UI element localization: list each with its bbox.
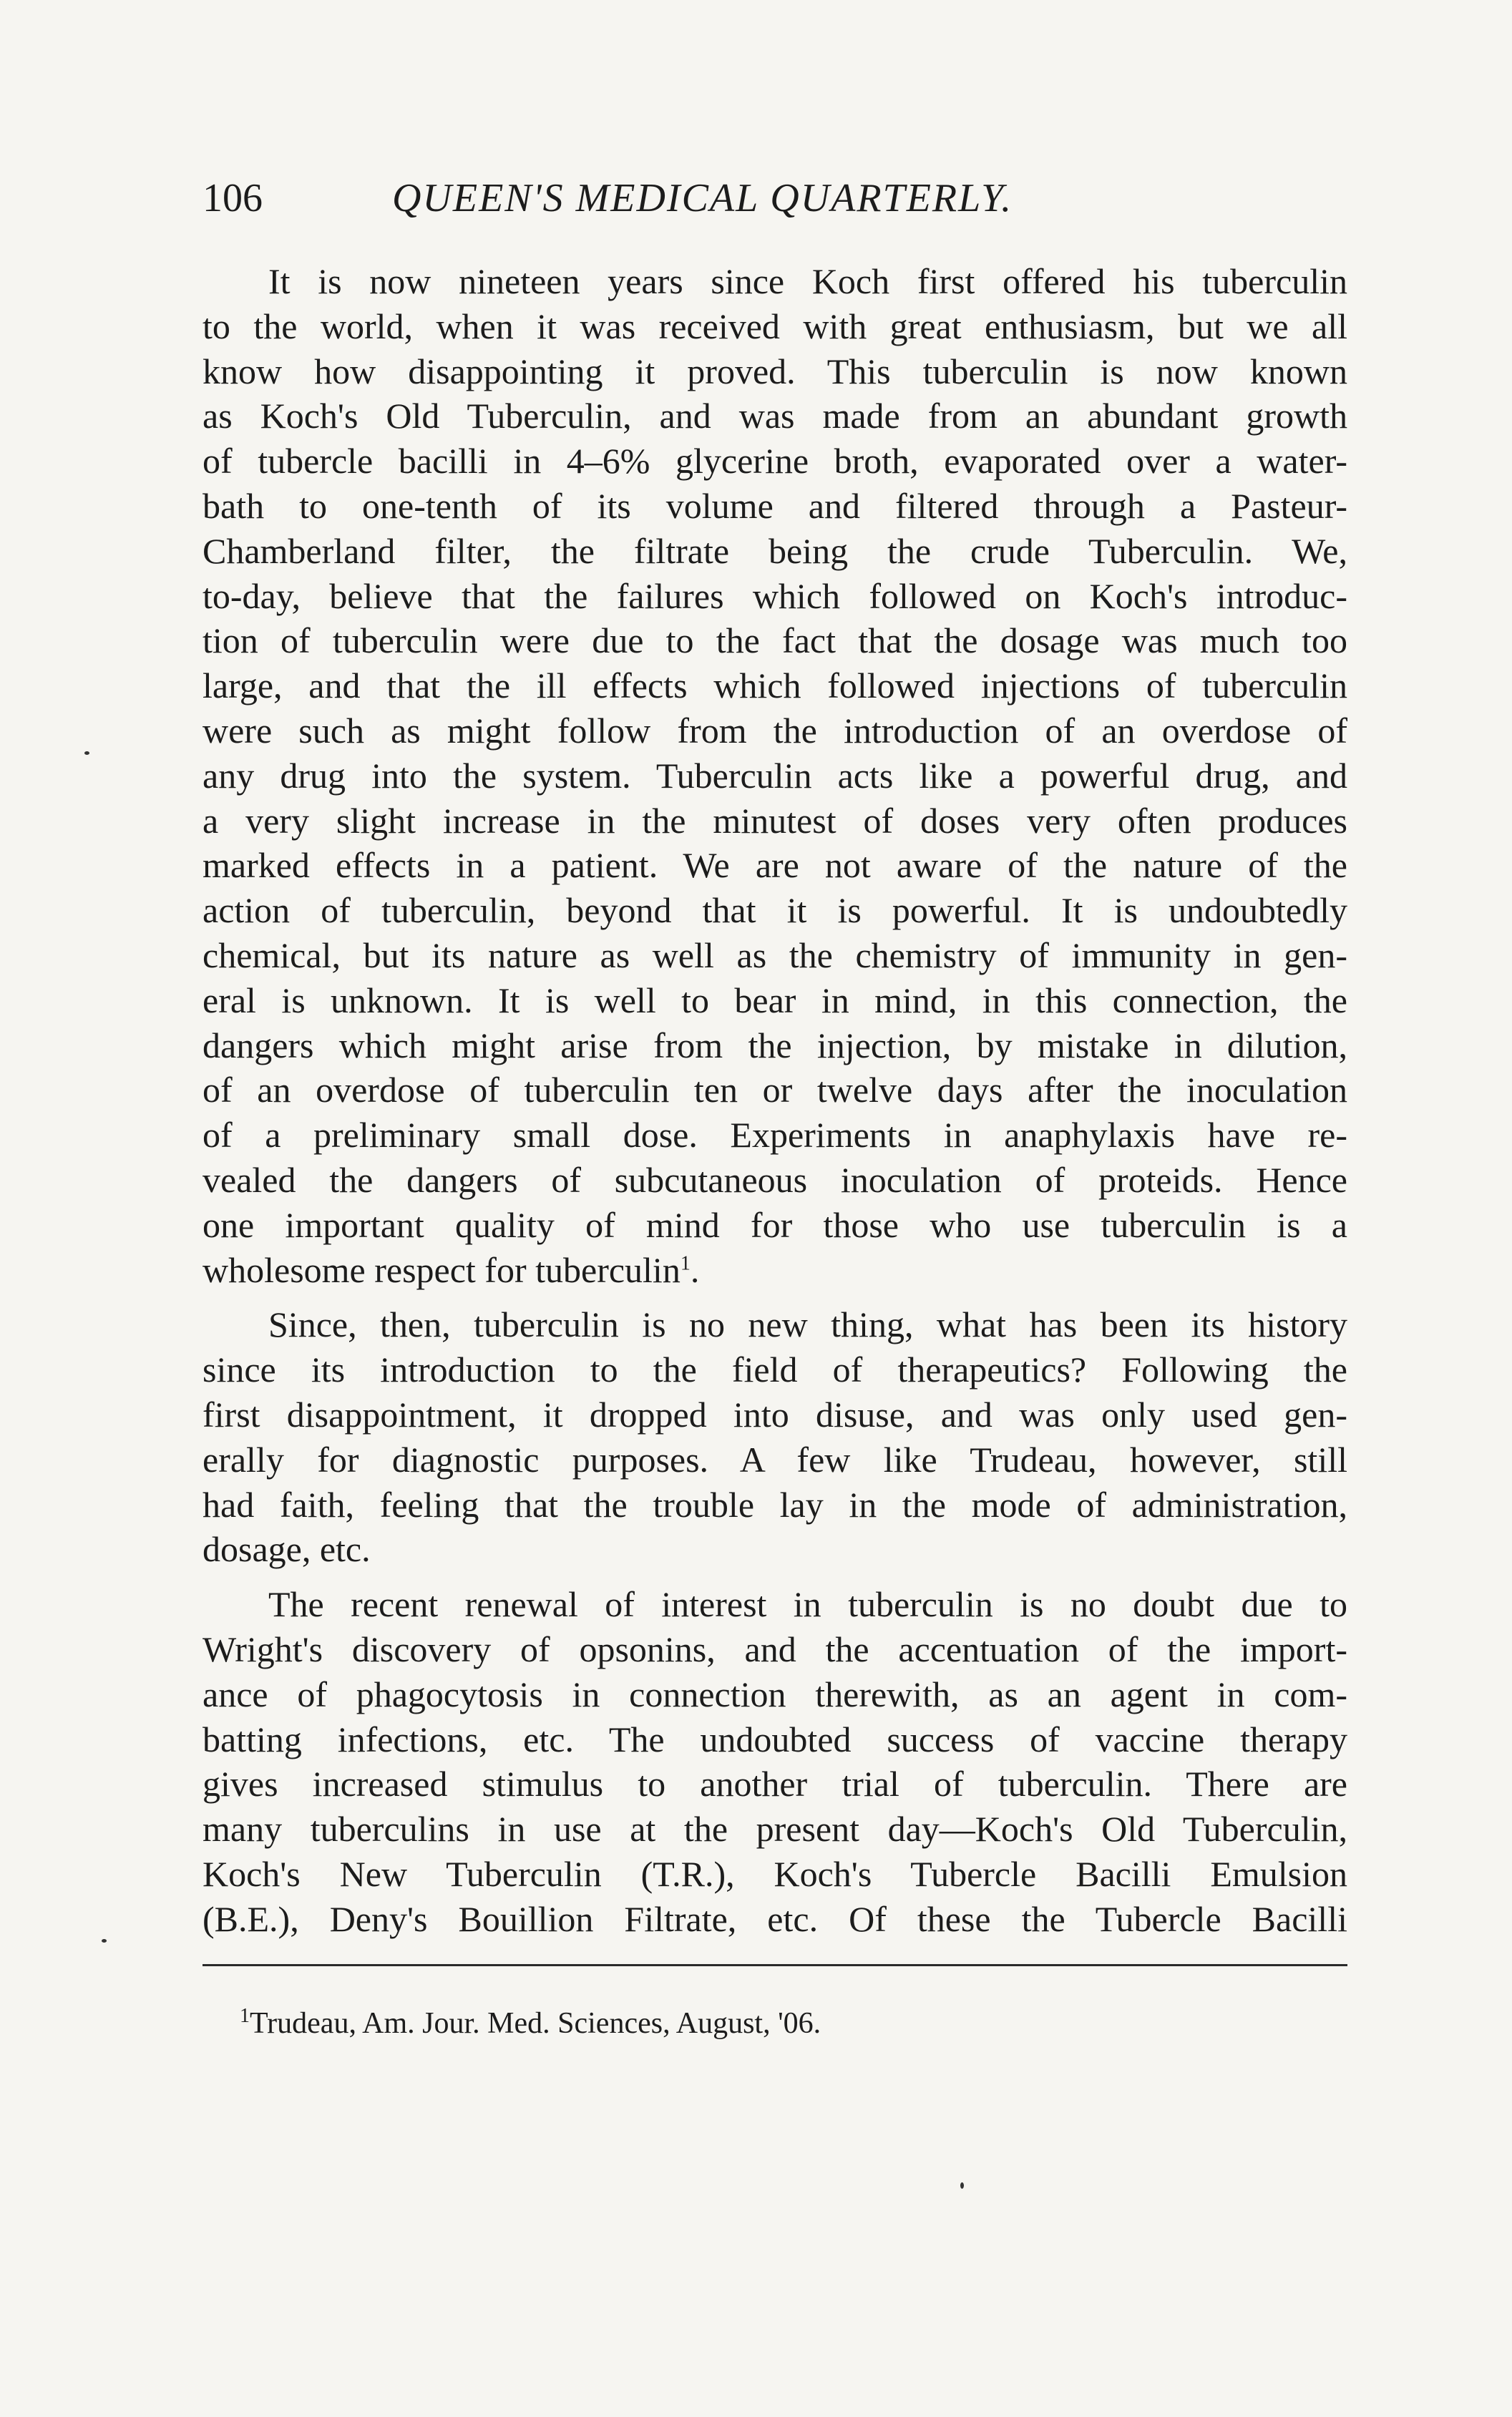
text-line: first disappointment, it dropped into disuse, and was only used gen-: [203, 1394, 1347, 1435]
text-line: dosage, etc.: [203, 1529, 371, 1570]
paragraph: [203, 1302, 1347, 1572]
text-line: dangers which might arise from the injection, by mistake in dilution,: [203, 1025, 1347, 1065]
text-line: The recent renewal of interest in tuberculin is no doubt due to: [268, 1584, 1347, 1625]
text-line: of an overdose of tuberculin ten or twelve days after the inoculation: [203, 1070, 1347, 1110]
text-line: eral is unknown. It is well to bear in mind, in this connection, the: [203, 980, 1347, 1020]
text-line: It is now nineteen years since Koch first offered his tuberculin: [268, 261, 1347, 301]
footnote-marker: 1: [240, 2005, 250, 2027]
scan-speck: [102, 1939, 107, 1943]
text-line: since its introduction to the field of therapeutics? Following the: [203, 1349, 1347, 1390]
text-line: a very slight increase in the minutest of doses very often produces: [203, 800, 1347, 841]
text-line: Chamberland filter, the filtrate being the crude Tuberculin. We,: [203, 530, 1347, 571]
text-line: had faith, feeling that the trouble lay in the mode of administration,: [203, 1484, 1347, 1525]
text-line: know how disappointing it proved. This tuberculin is now known: [203, 351, 1347, 391]
text-line: Wright's discovery of opsonins, and the accentuation of the import-: [203, 1629, 1347, 1669]
text-line: many tuberculins in use at the present day—Koch's Old Tuberculin,: [203, 1809, 1347, 1850]
text-line: bath to one-tenth of its volume and filtered through a Pasteur-: [203, 485, 1347, 526]
text-line: erally for diagnostic purposes. A few like Trudeau, however, still: [203, 1439, 1347, 1480]
footnote-text: Trudeau, Am. Jour. Med. Sciences, August, '06.: [250, 2007, 821, 2040]
text-line: batting infections, etc. The undoubted success of vaccine therapy: [203, 1719, 1347, 1759]
text-line: Koch's New Tuberculin (T.R.), Koch's Tubercle Bacilli Emulsion: [203, 1853, 1347, 1894]
text-line: any drug into the system. Tuberculin acts like a powerful drug, and: [203, 755, 1347, 796]
text-line: to the world, when it was received with great enthusiasm, but we all: [203, 306, 1347, 346]
paragraph: [203, 259, 1347, 1292]
text-line: ance of phagocytosis in connection therewith, as an agent in com-: [203, 1674, 1347, 1714]
text-line: Since, then, tuberculin is no new thing, what has been its history: [268, 1304, 1347, 1345]
body-text: [203, 259, 1347, 1941]
text-line: vealed the dangers of subcutaneous inoculation of proteids. Hence: [203, 1159, 1347, 1200]
scan-speck: [84, 751, 89, 755]
journal-title: QUEEN'S MEDICAL QUARTERLY.: [392, 176, 1013, 220]
footnote: [240, 2002, 821, 2045]
text-line: action of tuberculin, beyond that it is powerful. It is undoubtedly: [203, 890, 1347, 931]
footnote-divider: [203, 1964, 1347, 1966]
text-line: large, and that the ill effects which followed injections of tuberculin: [203, 665, 1347, 706]
text-line: gives increased stimulus to another trial of tuberculin. There are: [203, 1764, 1347, 1805]
sentence-end: .: [690, 1249, 700, 1290]
text-line: as Koch's Old Tuberculin, and was made from an abundant growth: [203, 396, 1347, 436]
text-line: [203, 1248, 1347, 1293]
text-line: were such as might follow from the introduction of an overdose of: [203, 710, 1347, 751]
text-line: to-day, believe that the failures which followed on Koch's introduc-: [203, 575, 1347, 616]
text-line: of tubercle bacilli in 4–6% glycerine broth, evaporated over a water-: [203, 441, 1347, 482]
text-line-content: wholesome respect for tuberculin: [203, 1249, 681, 1290]
text-line: (B.E.), Deny's Bouillion Filtrate, etc. Of these the Tubercle Bacilli: [203, 1898, 1347, 1939]
page-number: 106: [203, 176, 263, 220]
text-line: chemical, but its nature as well as the chemistry of immunity in gen-: [203, 934, 1347, 975]
text-line: marked effects in a patient. We are not aware of the nature of the: [203, 845, 1347, 886]
paragraph: [203, 1582, 1347, 1941]
scan-speck: [960, 2182, 964, 2189]
text-line: tion of tuberculin were due to the fact that the dosage was much too: [203, 620, 1347, 661]
running-head: [203, 166, 1347, 230]
footnote-reference: 1: [680, 1251, 691, 1274]
text-line: one important quality of mind for those who use tuberculin is a: [203, 1204, 1347, 1245]
text-line: of a preliminary small dose. Experiments in anaphylaxis have re-: [203, 1115, 1347, 1156]
